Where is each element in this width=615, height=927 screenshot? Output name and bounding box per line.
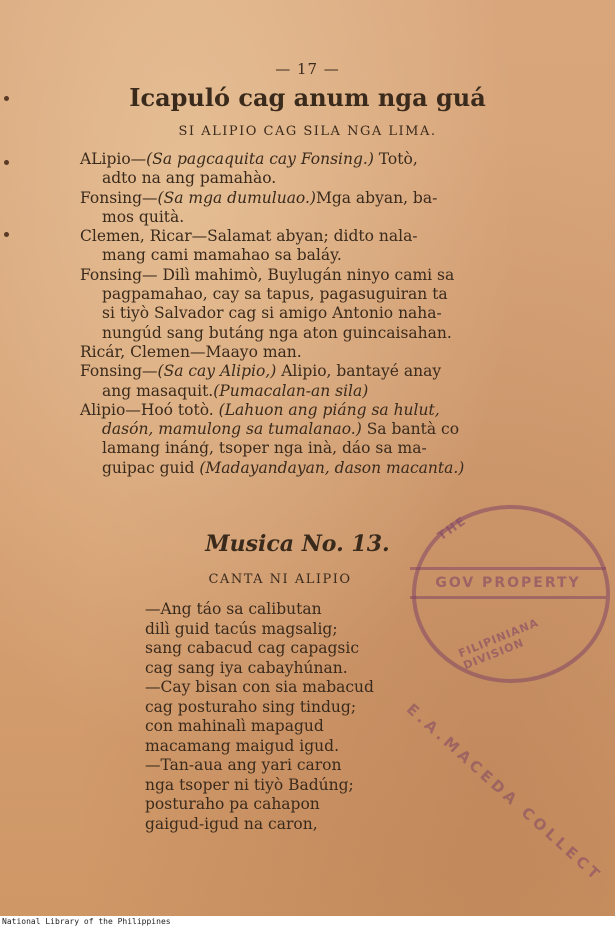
stamp-top-text: THE	[434, 512, 470, 544]
library-stamp	[412, 505, 610, 683]
text: Mga abyan, ba-	[315, 188, 438, 207]
text: Alipio, bantayé anay	[276, 362, 442, 381]
speaker: Fonsing—	[80, 362, 158, 381]
poem-line: posturaho pa cahapon	[145, 795, 320, 813]
binding-hole	[4, 232, 9, 237]
poem-line: gaigud-igud na caron,	[145, 814, 318, 833]
dialogue-line	[80, 459, 512, 478]
cont: mang cami mamahao sa baláy.	[102, 246, 342, 265]
poem-line: cag sang iya cabayhúnan.	[145, 658, 348, 677]
footer-credit: National Library of the Philippines	[2, 917, 171, 926]
dialogue-line	[80, 362, 512, 381]
cont: adto na ang pamahào.	[102, 169, 277, 188]
stamp-bottom-text: FILIPINIANA DIVISION	[456, 616, 541, 673]
poem-line: macamang maigud igud.	[145, 736, 339, 755]
cont: nungúd sang butáng nga aton guincaisahan.	[102, 323, 452, 342]
cont: mos quità.	[102, 207, 185, 226]
cont: si tiyò Salvador cag si amigo Antonio naha-	[102, 304, 442, 323]
cont_italic: dasón, mamulong sa tumalanao.)	[102, 420, 362, 439]
text: Salamat abyan; didto nala-	[207, 227, 418, 246]
poem-line: cag posturaho sing tindug;	[145, 697, 357, 716]
speaker: Fonsing—	[80, 265, 158, 284]
dialogue-line	[80, 246, 512, 265]
text: Dilì mahimò, Buylugán ninyo cami sa	[157, 265, 455, 284]
speaker: Fonsing—	[80, 188, 158, 207]
italic: (Sa cay Alipio,)	[157, 362, 277, 381]
speaker: ALipio—	[80, 150, 147, 168]
dialogue-line	[80, 304, 512, 323]
dialogue-line	[80, 324, 512, 343]
stamp-band-text: GOV PROPERTY	[410, 567, 606, 599]
dialogue-line	[80, 150, 512, 169]
italic2: (Madayandayan, dason macanta.)	[199, 458, 465, 477]
italic2: (Pumacalan-an sila)	[213, 381, 369, 400]
dialogue-line	[80, 266, 512, 285]
dialogue-block	[80, 150, 512, 478]
dialogue-line	[80, 208, 512, 227]
dialogue-line	[80, 439, 512, 458]
poem-block	[145, 600, 445, 834]
italic: (Sa mga dumuluao.)	[157, 188, 316, 207]
poem-line: —Ang táo sa calibutan	[145, 600, 322, 618]
speaker: Ricár, Clemen—	[80, 342, 206, 361]
page-number: — 17 —	[275, 60, 340, 78]
poem-line: —Tan-aua ang yari caron	[145, 756, 342, 774]
cont: lamang inánģ, tsoper nga inà, dáo sa ma-	[102, 439, 427, 458]
dialogue-line	[80, 401, 512, 420]
dialogue-line	[80, 285, 512, 304]
poem-line: dilì guid tacús magsalig;	[145, 619, 338, 638]
dialogue-line	[80, 420, 512, 439]
dialogue-line	[80, 189, 512, 208]
italic: (Lahuon ang piáng sa hulut,	[218, 400, 440, 419]
song-heading: CANTA NI ALIPIO	[208, 572, 352, 587]
speaker: Clemen, Ricar—	[80, 227, 208, 246]
dialogue-line	[80, 227, 512, 246]
dialogue-line	[80, 382, 512, 401]
poem-line: nga tsoper ni tiyò Badúng;	[145, 775, 354, 794]
speaker: Alipio—	[80, 400, 141, 419]
poem-line: —Cay bisan con sia mabacud	[145, 678, 374, 696]
chapter-title: Icapuló cag anum nga guá	[129, 83, 486, 112]
text: Totò,	[373, 150, 418, 168]
binding-hole	[4, 160, 9, 165]
text: Sa bantà co	[361, 420, 460, 439]
cont: ang masaquit.	[102, 381, 214, 400]
dialogue-line	[80, 343, 512, 362]
cont: guipac guid	[102, 458, 200, 477]
text: Maayo man.	[205, 342, 302, 361]
italic: (Sa pagcaquita cay Fonsing.)	[146, 150, 374, 168]
collection-stamp: E.A.MACEDA COLLECT	[402, 700, 606, 886]
music-title: Musica No. 13.	[205, 531, 390, 557]
cont: pagpamahao, cay sa tapus, pagasuguiran ta	[102, 285, 448, 304]
text: Hoó totò.	[140, 400, 219, 419]
poem-line: con mahinalì mapagud	[145, 717, 324, 735]
characters-heading: SI ALIPIO CAG SILA NGA LIMA.	[178, 124, 437, 139]
poem-line: sang cabacud cag capagsic	[145, 639, 359, 657]
dialogue-line	[80, 169, 512, 188]
